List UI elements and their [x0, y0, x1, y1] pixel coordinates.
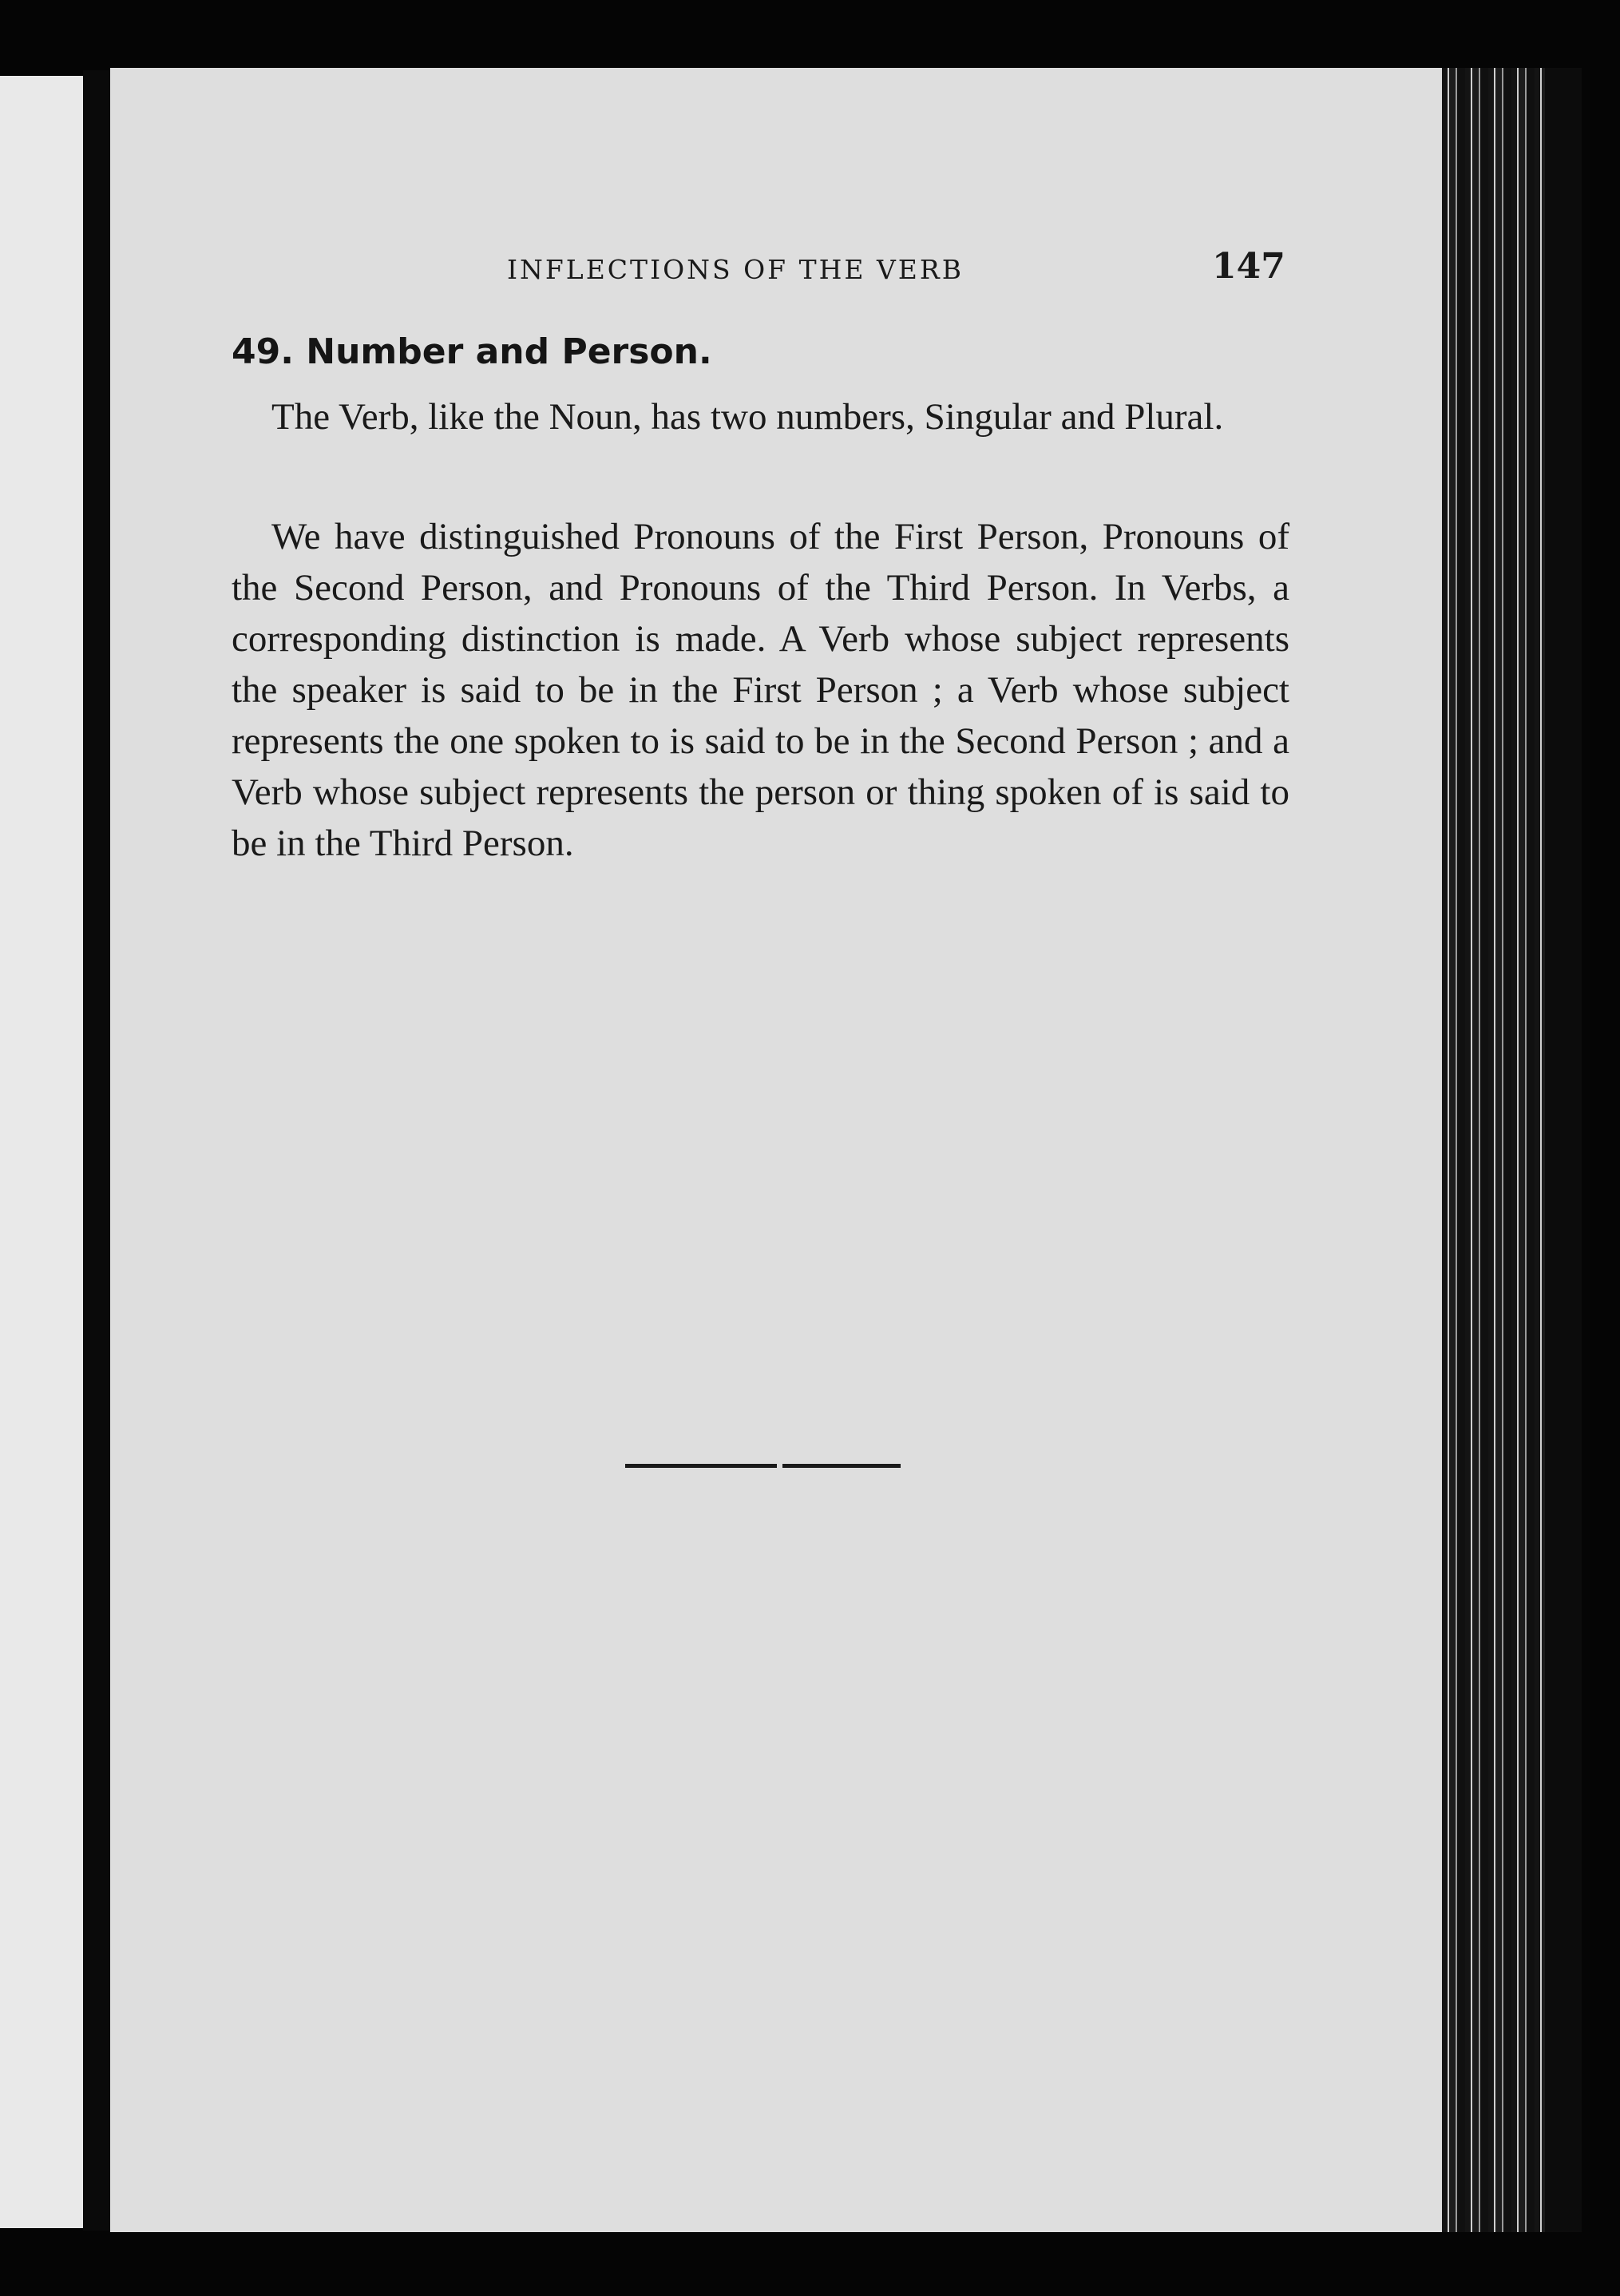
- paragraph: We have distinguished Pronouns of the First Person, Pronouns of the Second Person, and Pronouns of the Third Person. In Verbs, a corresponding distinction is made. A Verb whose subject represents the speaker is said to be in the First Person ; a Verb whose subject represents the one spoken to is said to be in the Second Person ; and a Verb whose subject represents the person or thing spoken of is said to be in the Third Person.: [232, 516, 1289, 864]
- section-end-rule: [625, 1464, 777, 1468]
- running-head: INFLECTIONS OF THE VERB: [507, 254, 964, 285]
- facing-page-edge: [0, 76, 83, 2228]
- section-heading: 49. Number and Person.: [232, 331, 712, 372]
- section-end-rule: [782, 1464, 901, 1468]
- page-number: 147: [1212, 246, 1285, 287]
- paragraph: The Verb, like the Noun, has two numbers, Singular and Plural.: [271, 396, 1224, 438]
- book-gutter: [83, 70, 110, 2231]
- cover-edge: [1545, 68, 1582, 2232]
